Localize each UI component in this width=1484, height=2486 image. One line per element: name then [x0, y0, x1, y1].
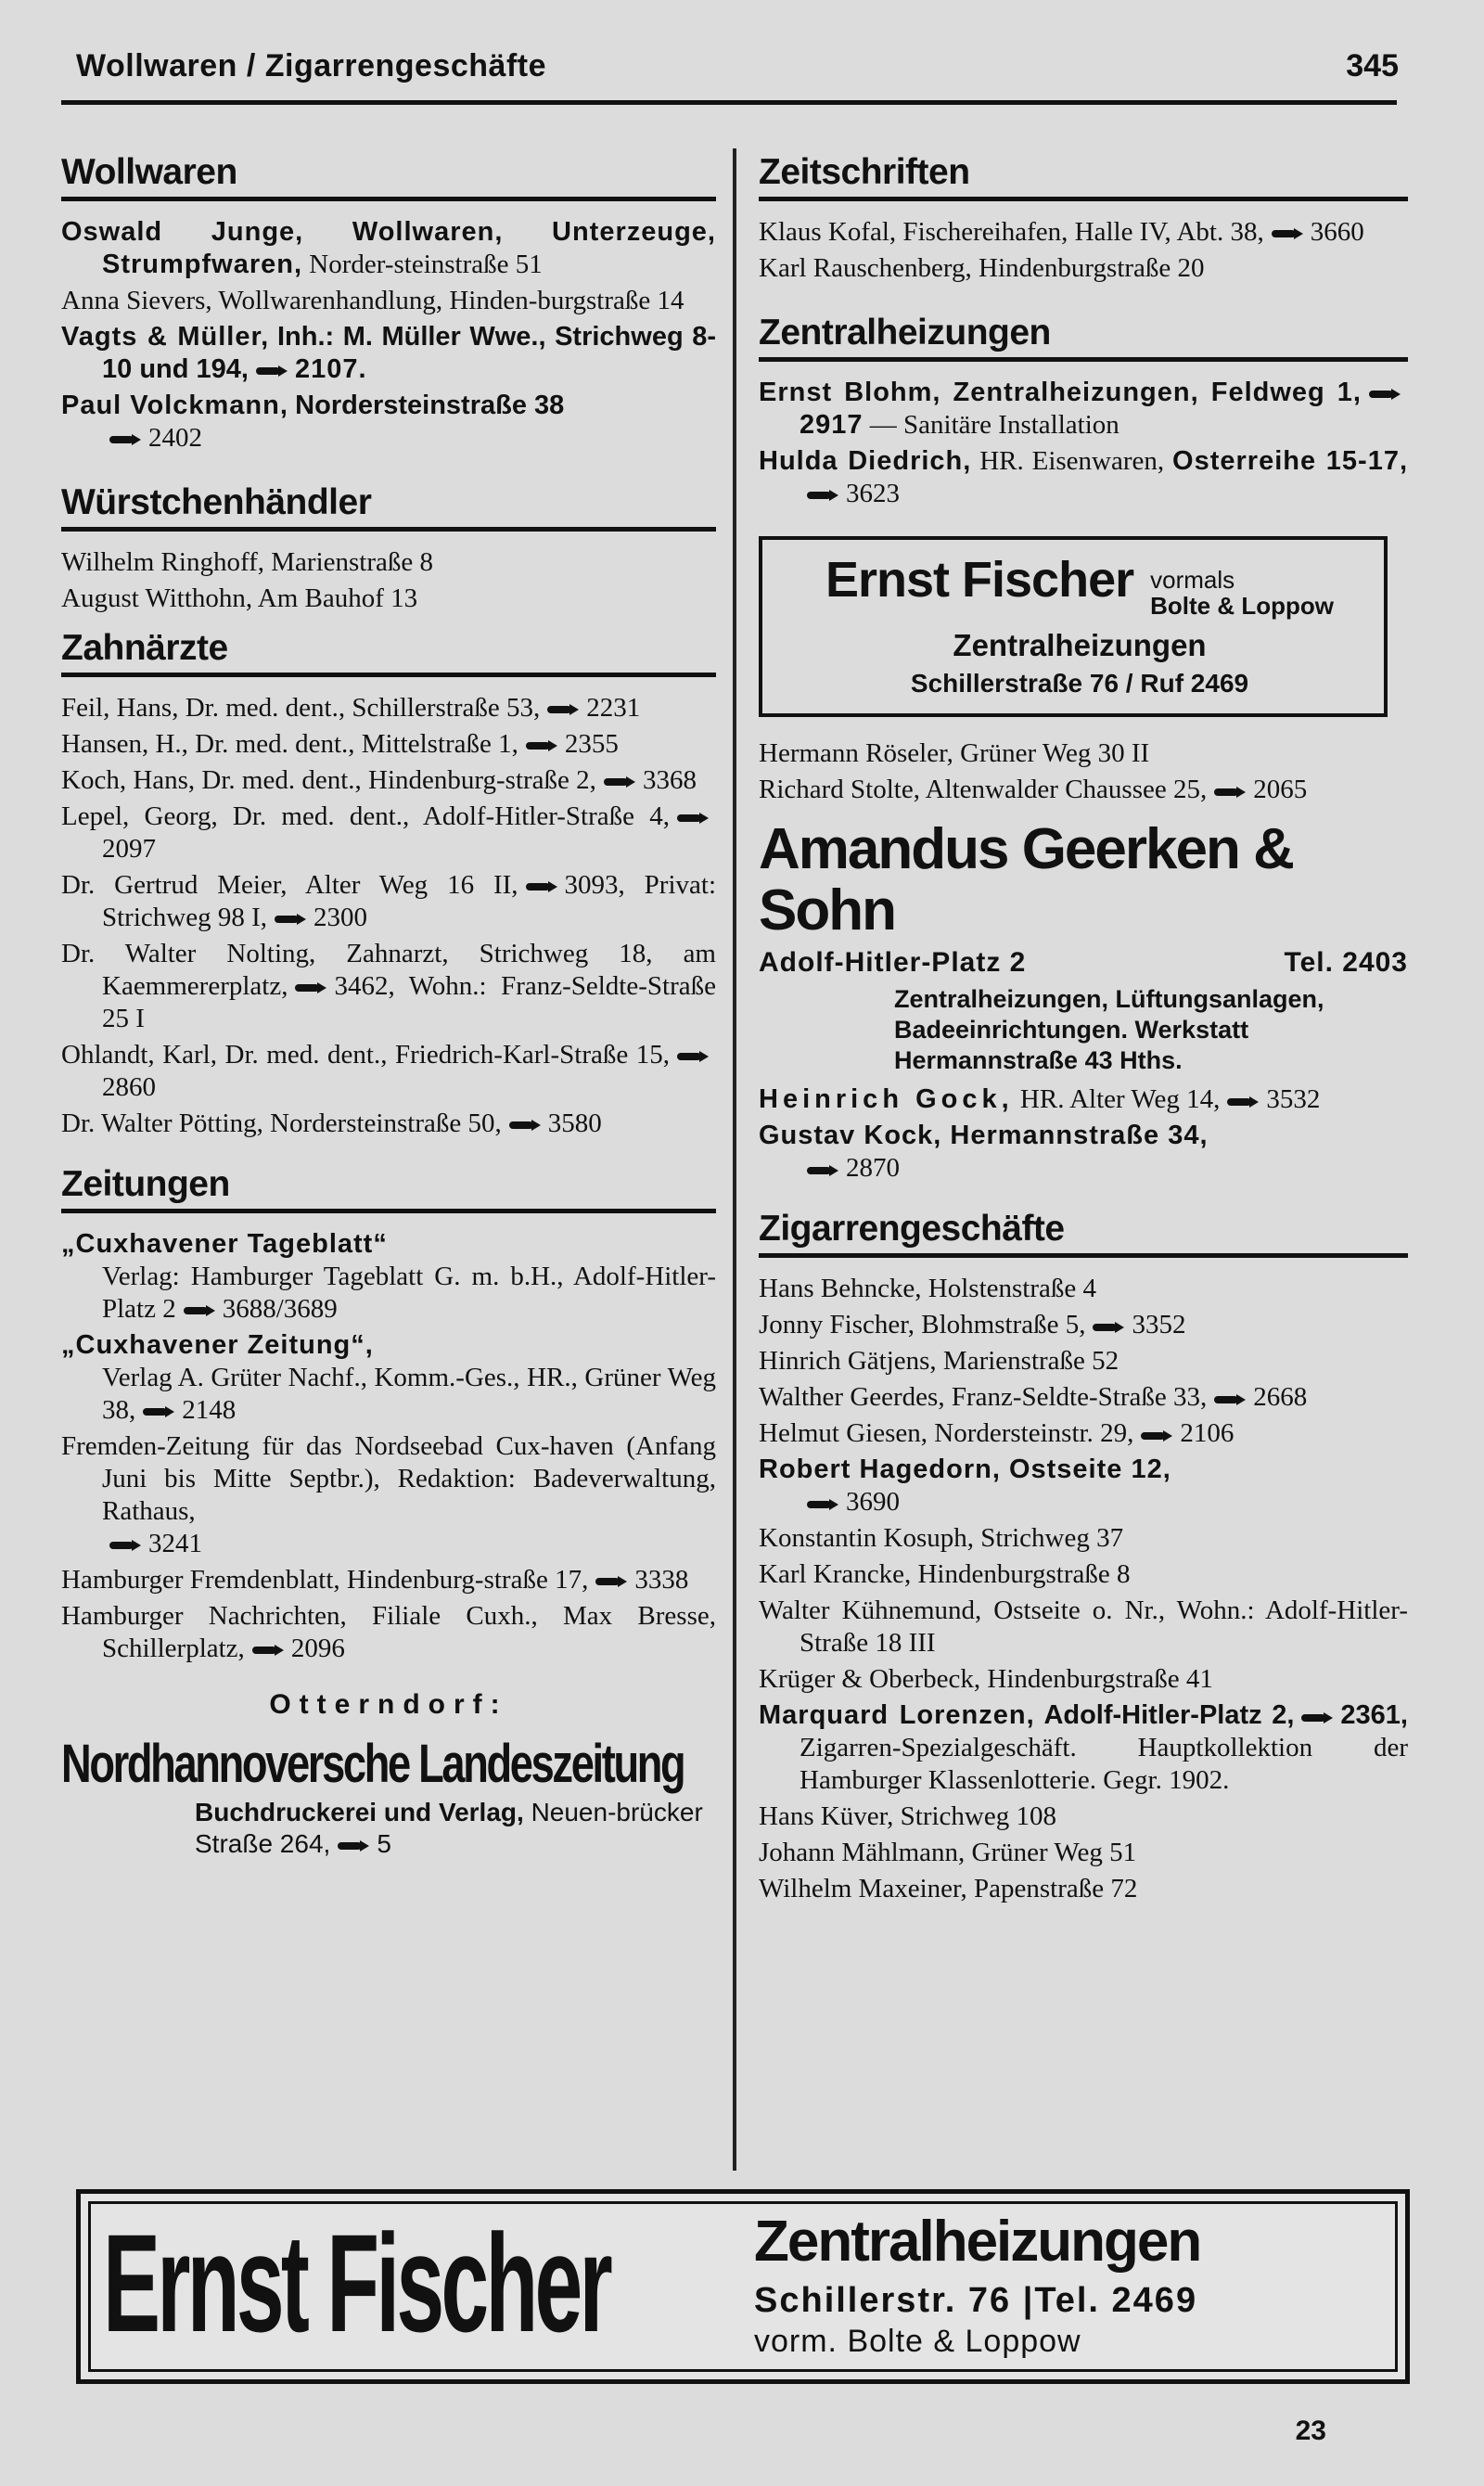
- advert-large-address: Schillerstr. 76 |Tel. 2469: [754, 2281, 1198, 2320]
- page-header-title: Wollwaren / Zigarrengeschäfte: [76, 48, 547, 83]
- amandus-geerken-advert-title: Amandus Geerken & Sohn: [759, 817, 1293, 943]
- telephone-icon: [295, 982, 326, 993]
- telephone-icon: [143, 1406, 174, 1417]
- list-item: Hamburger Nachrichten, Filiale Cuxh., Max Bresse, Schillerplatz, 2096: [61, 1601, 716, 1663]
- list-item: Hansen, H., Dr. med. dent., Mittelstraße 1, 2355: [61, 729, 619, 759]
- list-item: „Cuxhavener Zeitung“, Verlag A. Grüter Nachf., Komm.-Ges., HR., Grüner Weg 38, 2148: [61, 1330, 716, 1425]
- telephone-icon: [1227, 1096, 1259, 1108]
- list-item: Karl Rauschenberg, Hindenburgstraße 20: [759, 253, 1205, 283]
- advert-company-name: Ernst Fischer: [825, 552, 1134, 608]
- list-item: Ohlandt, Karl, Dr. med. dent., Friedrich-Karl-Straße 15,2860: [61, 1039, 716, 1104]
- telephone-icon: [526, 881, 557, 892]
- list-item: Helmut Giesen, Nordersteinstr. 29, 2106: [759, 1418, 1235, 1449]
- section-title-zeitschriften: Zeitschriften: [759, 152, 1408, 201]
- telephone-icon: [1093, 1322, 1124, 1333]
- list-item: Konstantin Kosuph, Strichweg 37: [759, 1523, 1124, 1554]
- list-item: Koch, Hans, Dr. med. dent., Hindenburg-straße 2, 3368: [61, 765, 697, 795]
- list-item: Ernst Blohm, Zentralheizungen, Feldweg 1,2917 — Sanitäre Installation: [759, 377, 1408, 442]
- telephone-icon: [252, 1645, 284, 1656]
- list-item: Johann Mählmann, Grüner Weg 51: [759, 1838, 1137, 1868]
- list-item: Anna Sievers, Wollwarenhandlung, Hinden-burgstraße 14: [61, 286, 684, 315]
- telephone-icon: [1272, 228, 1303, 239]
- list-item: August Witthohn, Am Bauhof 13: [61, 583, 418, 613]
- telephone-icon: [604, 776, 635, 788]
- section-title-zigarrengeschaefte: Zigarrengeschäfte: [759, 1209, 1408, 1258]
- section-title-zahnaerzte: Zahnärzte: [61, 628, 716, 677]
- telephone-icon: [807, 490, 838, 501]
- list-item: Hans Küver, Strichweg 108: [759, 1801, 1056, 1832]
- list-item: Krüger & Oberbeck, Hindenburgstraße 41: [759, 1664, 1213, 1695]
- otterndorf-heading: Otterndorf:: [269, 1689, 508, 1720]
- telephone-icon: [109, 434, 141, 445]
- telephone-icon: [1214, 787, 1246, 798]
- list-item: Wilhelm Maxeiner, Papenstraße 72: [759, 1874, 1138, 1904]
- section-title-zentralheizungen: Zentralheizungen: [759, 313, 1408, 362]
- telephone-icon: [526, 740, 557, 751]
- section-title-wollwaren: Wollwaren: [61, 152, 716, 201]
- list-item: Gustav Kock, Hermannstraße 34, 2870: [759, 1121, 1209, 1184]
- telephone-icon: [595, 1576, 627, 1587]
- advert-trade: Zentralheizungen: [953, 628, 1207, 663]
- telephone-icon: [1214, 1394, 1246, 1405]
- list-item: Hermann Röseler, Grüner Weg 30 II: [759, 738, 1150, 769]
- list-item: Robert Hagedorn, Ostseite 12, 3690: [759, 1454, 1171, 1518]
- advert-large-former-name: vorm. Bolte & Loppow: [754, 2324, 1081, 2359]
- list-item: „Cuxhavener Tageblatt“ Verlag: Hamburger Tageblatt G. m. b.H., Adolf-Hitler-Platz 2 3688/3689: [61, 1229, 716, 1324]
- telephone-icon: [807, 1499, 838, 1510]
- section-title-wuerstchenhaendler: Würstchenhändler: [61, 482, 716, 532]
- ernst-fischer-small-advert: [759, 536, 1388, 717]
- list-item: Paul Volckmann, Nordersteinstraße 38 2402: [61, 391, 565, 453]
- telephone-icon: [109, 1540, 141, 1551]
- nordhannoversche-details: Buchdruckerei und Verlag, Neuen-brücker Straße 264, 5: [195, 1798, 703, 1858]
- list-item: Lepel, Georg, Dr. med. dent., Adolf-Hitler-Straße 4,2097: [61, 801, 716, 865]
- list-item: Hamburger Fremdenblatt, Hindenburg-straße 17, 3338: [61, 1565, 689, 1595]
- advert-address: Schillerstraße 76 / Ruf 2469: [910, 669, 1249, 698]
- page-number: 345: [1346, 48, 1399, 83]
- list-item: Walther Geerdes, Franz-Seldte-Straße 33, 2668: [759, 1382, 1308, 1413]
- list-item: Heinrich Gock, HR. Alter Weg 14, 3532: [759, 1084, 1321, 1115]
- footer-number: 23: [1295, 2416, 1326, 2446]
- list-item: Dr. Walter Nolting, Zahnarzt, Strichweg 18, am Kaemmererplatz, 3462, Wohn.: Franz-Seldte-Straße 25 I: [61, 939, 716, 1033]
- list-item: Jonny Fischer, Blohmstraße 5, 3352: [759, 1310, 1186, 1340]
- telephone-icon: [509, 1120, 541, 1131]
- list-item: Dr. Walter Pötting, Nordersteinstraße 50, 3580: [61, 1108, 602, 1138]
- list-item: Wilhelm Ringhoff, Marienstraße 8: [61, 547, 433, 577]
- telephone-icon: [1141, 1430, 1172, 1442]
- telephone-icon: [807, 1165, 838, 1176]
- list-item: Dr. Gertrud Meier, Alter Weg 16 II, 3093, Privat: Strichweg 98 I, 2300: [61, 870, 717, 932]
- list-item: Hinrich Gätjens, Marienstraße 52: [759, 1346, 1119, 1377]
- header-rule: [61, 100, 1397, 105]
- list-item: Richard Stolte, Altenwalder Chaussee 25, 2065: [759, 775, 1308, 805]
- list-item: Vagts & Müller, Inh.: M. Müller Wwe., Strichweg 8-10 und 194, 2107.: [61, 322, 716, 384]
- telephone-icon: [1369, 389, 1401, 400]
- right-column: [759, 139, 1408, 1909]
- nordhannoversche-advert: Nordhannoversche Landeszeitung: [61, 1734, 684, 1794]
- list-item: Klaus Kofal, Fischereihafen, Halle IV, Abt. 38, 3660: [759, 217, 1364, 247]
- advert-large-company-name: Ernst Fischer: [103, 2205, 610, 2361]
- list-item: Hans Behncke, Holstenstraße 4: [759, 1274, 1097, 1304]
- list-item: Walter Kühnemund, Ostseite o. Nr., Wohn.: Adolf-Hitler-Straße 18 III: [759, 1595, 1408, 1659]
- amandus-geerken-services: Zentralheizungen, Lüftungsanlagen, Badeeinrichtungen. Werkstatt Hermannstraße 43 Hths.: [894, 985, 1324, 1075]
- column-divider: [733, 148, 736, 2171]
- telephone-icon: [275, 914, 306, 925]
- telephone-icon: [338, 1840, 369, 1852]
- telephone-icon: [677, 813, 709, 824]
- list-item: Hulda Diedrich, HR. Eisenwaren, Osterreihe 15-17,3623: [759, 446, 1409, 508]
- list-item: Karl Krancke, Hindenburgstraße 8: [759, 1559, 1131, 1590]
- amandus-geerken-address-line: Adolf-Hitler-Platz 2 Tel. 2403: [759, 947, 1408, 979]
- telephone-icon: [256, 365, 288, 377]
- list-item: Feil, Hans, Dr. med. dent., Schillerstraße 53, 2231: [61, 693, 641, 723]
- telephone-icon: [184, 1305, 215, 1316]
- telephone-icon: [547, 704, 579, 715]
- advert-former-name: vormals Bolte & Loppow: [1150, 566, 1334, 621]
- telephone-icon: [677, 1051, 709, 1062]
- advert-large-trade: Zentralheizungen: [754, 2210, 1201, 2274]
- list-item: Marquard Lorenzen, Adolf-Hitler-Platz 2, 2361, Zigarren-Spezialgeschäft. Hauptkollektion der Hamburger Klassenlotterie. Gegr. 1902.: [759, 1700, 1408, 1796]
- telephone-icon: [1301, 1712, 1333, 1724]
- left-column: [61, 139, 716, 1860]
- ernst-fischer-large-advert: [76, 2189, 1410, 2384]
- list-item: Fremden-Zeitung für das Nordseebad Cux-haven (Anfang Juni bis Mitte Septbr.), Redaktion: Badeverwaltung, Rathaus, 3241: [61, 1431, 716, 1558]
- list-item: Oswald Junge, Wollwaren, Unterzeuge, Strumpfwaren, Norder-steinstraße 51: [61, 217, 716, 279]
- section-title-zeitungen: Zeitungen: [61, 1164, 716, 1213]
